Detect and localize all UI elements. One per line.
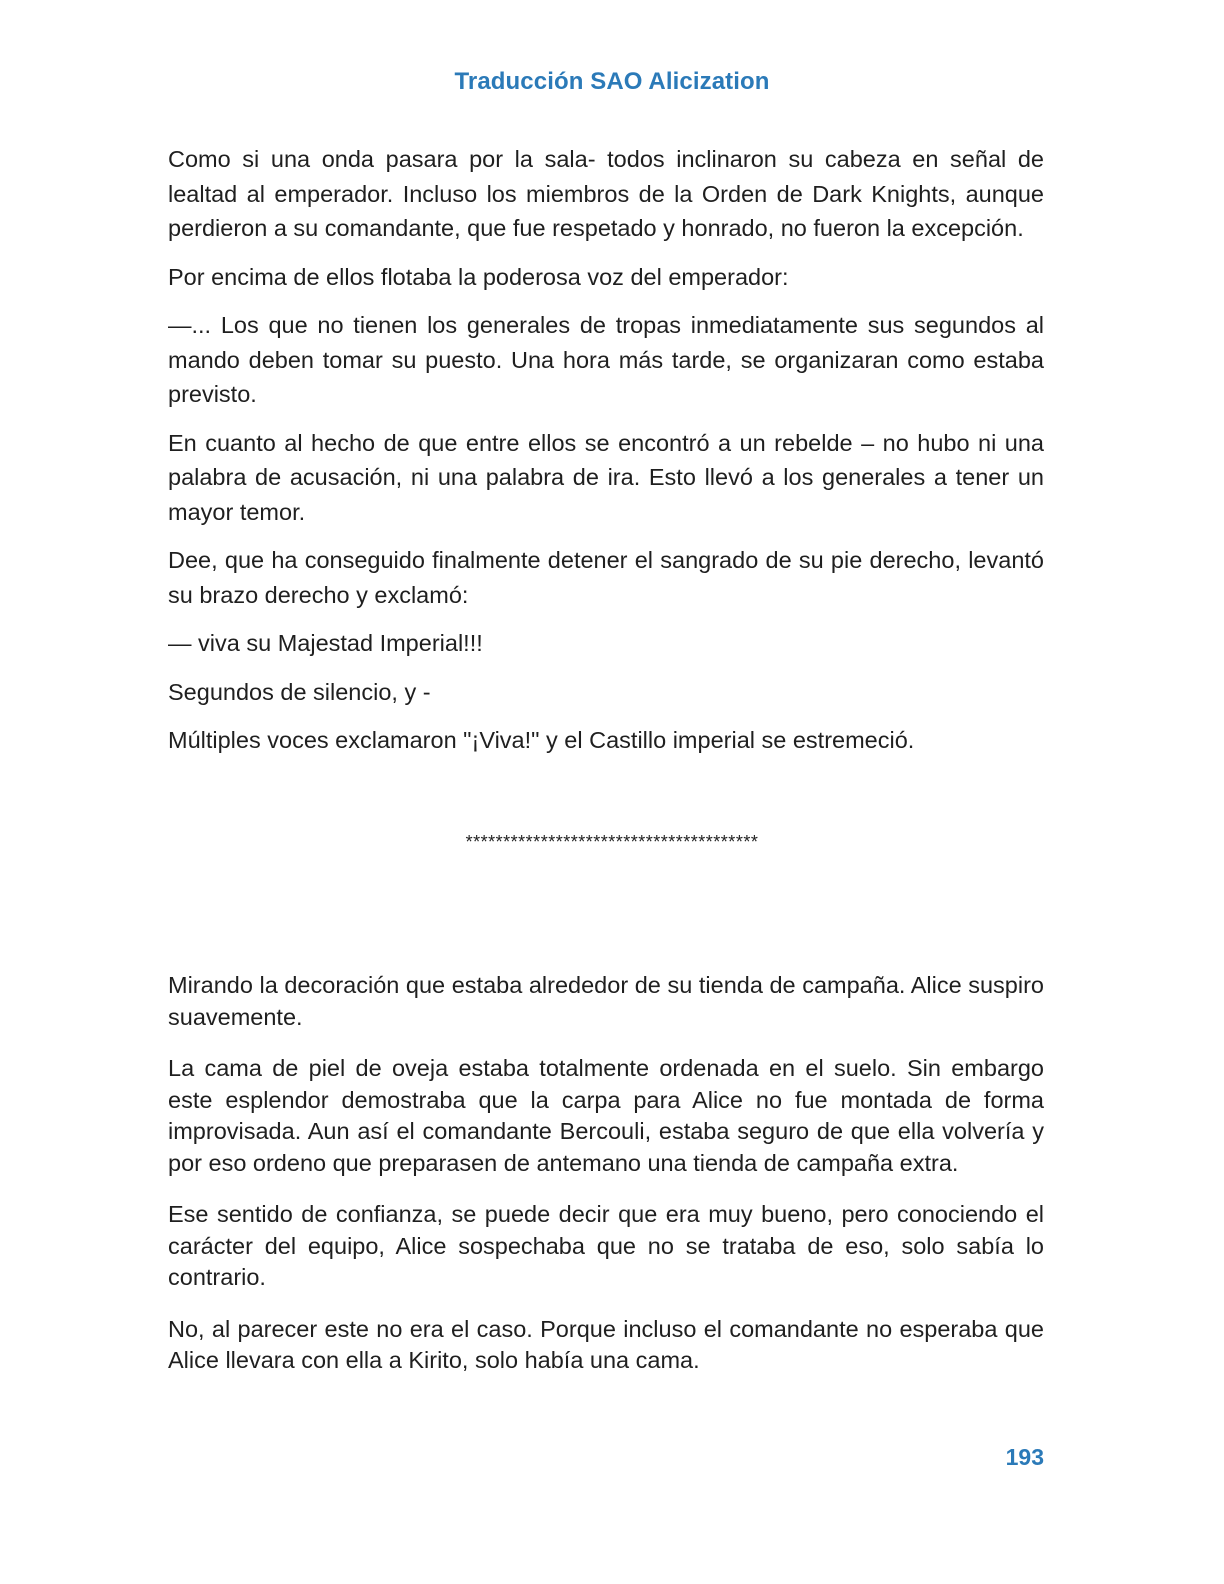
paragraph: Mirando la decoración que estaba alrededor de su tienda de campaña. Alice suspiro suavemente. (168, 972, 1044, 1030)
paragraph: — viva su Majestad Imperial!!! (168, 630, 483, 656)
paragraph: —... Los que no tienen los generales de tropas inmediatamente sus segundos al mando deben tomar su puesto. Una hora más tarde, se organizaran como estaba previsto. (168, 312, 1044, 407)
paragraph: Ese sentido de confianza, se puede decir que era muy bueno, pero conociendo el carácter del equipo, Alice sospechaba que no se trataba de eso, solo sabía lo contrario. (168, 1201, 1044, 1290)
paragraph: Como si una onda pasara por la sala- todos inclinaron su cabeza en señal de lealtad al emperador. Incluso los miembros de la Orden de Dark Knights, aunque perdieron a su comandante, que fue respetado y honrado, no fueron la excepción. (168, 146, 1044, 241)
paragraph: Segundos de silencio, y - (168, 678, 431, 705)
scene-break-divider: *************************************** (465, 832, 759, 852)
paragraph: Múltiples voces exclamaron "¡Viva!" y el Castillo imperial se estremeció. (168, 727, 915, 753)
running-header-title: Traducción SAO Alicization (454, 68, 770, 95)
paragraph: La cama de piel de oveja estaba totalmente ordenada en el suelo. Sin embargo este esplendor demostraba que la carpa para Alice no fue montada de forma improvisada. Aun así el comandante Bercouli, estaba seguro de que ella volvería y por eso ordeno que preparasen de antemano una tienda de campaña extra. (168, 1055, 1044, 1176)
text-section-2 (168, 970, 1044, 1397)
paragraph: Por encima de ellos flotaba la poderosa voz del emperador: (168, 263, 789, 290)
page-number: 193 (1005, 1444, 1044, 1470)
text-section-1 (168, 142, 1044, 772)
paragraph: No, al parecer este no era el caso. Porque incluso el comandante no esperaba que Alice llevara con ella a Kirito, solo había una cama. (168, 1315, 1044, 1373)
paragraph: En cuanto al hecho de que entre ellos se encontró a un rebelde – no hubo ni una palabra de acusación, ni una palabra de ira. Esto llevó a los generales a tener un mayor temor. (168, 429, 1044, 525)
paragraph: Dee, que ha conseguido finalmente detener el sangrado de su pie derecho, levantó su brazo derecho y exclamó: (168, 547, 1044, 608)
